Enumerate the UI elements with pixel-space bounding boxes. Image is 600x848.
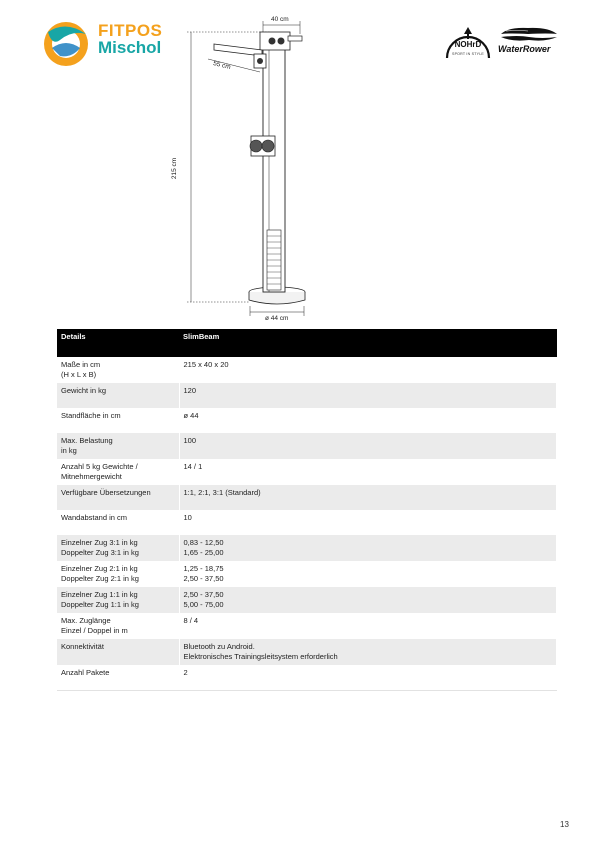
row-value [179,613,557,639]
dimension-arm-length: 55 cm [212,59,232,72]
row-value-line: 10 [183,513,192,522]
row-label-line: Einzelner Zug 2:1 in kg [61,564,138,573]
row-label-line: Konnektivität [61,642,104,651]
table-row [57,459,557,485]
row-label-line: Max. Zuglänge [61,616,111,625]
row-label [57,459,179,485]
row-label [57,383,179,408]
row-label [57,613,179,639]
row-value [179,639,557,665]
row-value-line: Elektronisches Trainingsleitsystem erforderlich [183,652,338,661]
product-drawing [170,10,330,328]
dimension-base-diameter: ø 44 cm [265,315,289,322]
row-label [57,535,179,561]
table-row [57,510,557,535]
row-label-line: (H x L x B) [61,370,97,379]
spec-table-body [57,357,557,691]
row-value [179,665,557,691]
table-row [57,639,557,665]
row-label-line: Anzahl Pakete [61,668,110,677]
row-label-line: Doppelter Zug 3:1 in kg [61,548,139,557]
row-value [179,485,557,510]
waterrower-name: WaterRower [498,44,551,54]
row-value-line: 14 / 1 [183,462,203,471]
row-value-line: 0,83 - 12,50 [183,538,224,547]
dimension-top-width: 40 cm [271,16,289,23]
row-label-line: Standfläche in cm [61,411,121,420]
row-label [57,433,179,459]
row-label-line: Wandabstand in cm [61,513,128,522]
row-value-line: 120 [183,386,197,395]
row-label-line: in kg [61,446,77,455]
logo-line2: Mischol [98,38,162,57]
row-value [179,587,557,613]
row-label-line: Maße in cm [61,360,101,369]
row-value-line: 2,50 - 37,50 [183,590,224,599]
row-value-line: 1,65 - 25,00 [183,548,224,557]
table-row [57,665,557,691]
waterrower-logo-mark [498,24,560,44]
slimbeam-illustration [170,10,330,328]
row-value [179,459,557,485]
row-label [57,408,179,433]
table-row [57,408,557,433]
row-value [179,408,557,433]
table-row [57,357,557,383]
nohrd-logo [443,22,493,64]
row-value-line: 215 x 40 x 20 [183,360,229,369]
row-label-line: Einzelner Zug 1:1 in kg [61,590,138,599]
row-value-line: 5,00 - 75,00 [183,600,224,609]
row-label-line: Doppelter Zug 2:1 in kg [61,574,139,583]
row-value-line: 100 [183,436,197,445]
row-label [57,587,179,613]
row-label-line: Einzelner Zug 3:1 in kg [61,538,138,547]
row-value-line: ø 44 [183,411,199,420]
row-value-line: 8 / 4 [183,616,199,625]
row-label-line: Max. Belastung [61,436,113,445]
table-row [57,433,557,459]
table-row [57,485,557,510]
row-label [57,561,179,587]
fitpos-logo-text [98,22,162,56]
fitpos-logo-mark [42,18,94,70]
row-label-line: Anzahl 5 kg Gewichte / [61,462,138,471]
nohrd-tagline: SPORT IN STYLE [451,52,485,56]
logo-line1: FITPOS [98,21,163,40]
row-value-line: 1:1, 2:1, 3:1 (Standard) [183,488,261,497]
nohrd-name: NOHrD [454,40,482,49]
row-label-line: Gewicht in kg [61,386,107,395]
row-value-line: Bluetooth zu Android. [183,642,255,651]
row-value-line: 2,50 - 37,50 [183,574,224,583]
row-value [179,383,557,408]
row-label-line: Doppelter Zug 1:1 in kg [61,600,139,609]
table-row [57,561,557,587]
table-row [57,613,557,639]
table-row [57,535,557,561]
row-label [57,357,179,383]
row-value-line: 1,25 - 18,75 [183,564,224,573]
dimension-height: 215 cm [171,157,179,180]
row-value-line: 2 [183,668,188,677]
spec-table [57,329,557,691]
row-label-line: Einzel / Doppel in m [61,626,128,635]
row-value [179,357,557,383]
spec-table-header [57,329,557,357]
row-value [179,561,557,587]
waterrower-logo [498,24,560,58]
row-label [57,639,179,665]
row-label-line: Mitnehmergewicht [61,472,122,481]
page-number: 13 [560,820,569,829]
header-details: Details [57,329,179,357]
row-label-line: Verfügbare Übersetzungen [61,488,151,497]
row-value [179,510,557,535]
table-row [57,383,557,408]
header-product: SlimBeam [179,329,557,357]
row-value [179,433,557,459]
row-label [57,510,179,535]
row-label [57,485,179,510]
row-label [57,665,179,691]
table-row [57,587,557,613]
row-value [179,535,557,561]
fitpos-logo [42,18,172,70]
